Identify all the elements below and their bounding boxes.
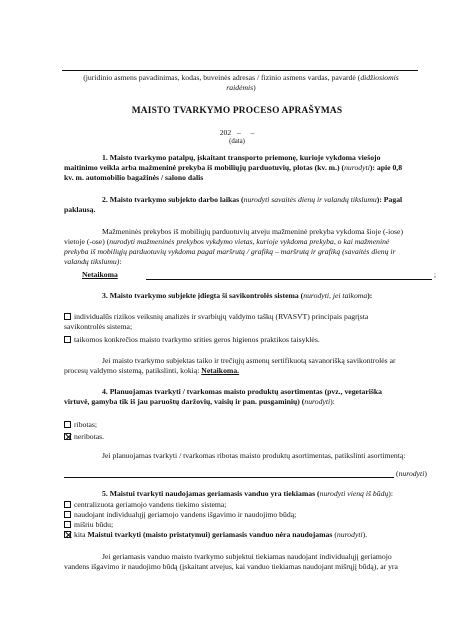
header-caption-line2: raidėmis) [226, 83, 256, 92]
section-3-heading: 3. Maisto tvarkymo subjekte įdiegta ši savikontrolės sistema (nurodyti, jei taikoma): [102, 291, 373, 300]
section-5-options: centralizuota geriamojo vandens tiekimo sistema; naudojant individualųjį geriamojo vandens išgavimo ir naudojimo būdą; mišriu būdu; kita Maistui tvarkyti (maisto pristatymui) geriamasis vanduo nėra naudojamas (nurodyti). [64, 500, 438, 539]
section-5-heading: 5. Maistui tvarkyti naudojamas geriamasis vanduo yra tiekiamas (nurodyti vieną iš būdų): [102, 489, 393, 498]
section-2: 2. Maisto tvarkymo subjekto darbo laikas (nurodyti savaitės dienų ir valandų tikslumu): Pagal paklausą. [64, 195, 403, 214]
netaikoma-field: Netaikoma ; [82, 270, 436, 279]
central-water-checkbox[interactable] [64, 501, 71, 508]
section-2-paragraph: Mažmeninės prekybos iš mobiliųjų parduotuvių atveju mažmeninė prekyba vykdoma šioje (-iose) vietoje (-ose) (nurodyti mažmeninės prekybos vykdymo vietas, kurioje vykdoma prekyba, o kai mažmeninė prekyba iš mobiliųjų parduotuvių vykdoma pagal maršrutą / grafiką – maršrutą ir grafiką (savaitės dienų ir valandų tikslumu): [64, 227, 404, 266]
other-water-checkbox[interactable] [64, 531, 71, 538]
section-1: 1. Maisto tvarkymo patalpų, įskaitant transporto priemonę, kurioje vykdoma viešojo maitinimo veikla arba mažmeninė prekyba iš mobiliųjų parduotuvių, plotas (kv. m.) (nurodyti): apie 0,8 kv. m. automobilio bagažinės / salono dalis [64, 153, 403, 182]
section-3-note: Jei maisto tvarkymo subjektas taiko ir trečiųjų asmenų sertifikuotą savanorišką savikontrolės ar procesų valdymo sistemą, patikslinti, kokią: Netaikoma. [64, 356, 396, 375]
section-4-note: Jei planuojamas tvarkyti / tvarkomas ribotas maisto produktų asortimentas, patikslinti asortimentą: [102, 451, 406, 460]
ghp-checkbox[interactable] [64, 336, 71, 343]
page-title: MAISTO TVARKYMO PROCESO APRAŠYMAS [131, 106, 343, 116]
date-caption: (data) [229, 138, 245, 145]
section-5-paragraph: Jei geriamasis vanduo maisto tvarkymo subjektui tiekiamas naudojant individualųjį geriamojo vandens išgavimo ir naudojimo būdą (įskaitant atvejus, kai vanduo tiekiamas naudojant mišrųjį būdą), ar yra [64, 552, 398, 571]
date-field: 202 – – [219, 128, 255, 137]
header-caption: (juridinio asmens pavadinimas, kodas, buveinės adresas / fizinio asmens vardas, pavardė (didžiosiomis [83, 73, 399, 82]
section-3-options: individualūs rizikos veiksnių analizės ir svarbiųjų valdymo taškų (RVASVT) principais pagrįsta savikontrolės sistema; taikomos konkrečios maisto tvarkymo srities geros higienos praktikos taisyklės. [64, 312, 369, 344]
limited-checkbox[interactable] [64, 421, 71, 428]
header-rule [62, 70, 418, 71]
assortment-field-line[interactable] [64, 477, 394, 478]
mixed-water-checkbox[interactable] [64, 521, 71, 528]
rvasvt-checkbox[interactable] [64, 313, 71, 320]
section-4-heading: 4. Planuojamas tvarkyti / tvarkomas maisto produktų asortimentas (pvz., vegetariška virtuvė, gamyba tik iš jau paruoštų daržovių, vaisių ir pan. pusgaminių) (nurodyti): [64, 387, 383, 406]
assortment-field-caption: (nurodyti) [396, 469, 427, 478]
individual-water-checkbox[interactable] [64, 511, 71, 518]
section-4-options: ribotas; neribotas. [64, 420, 434, 442]
netaikoma-underline [146, 279, 432, 280]
unlimited-checkbox[interactable] [64, 433, 71, 440]
